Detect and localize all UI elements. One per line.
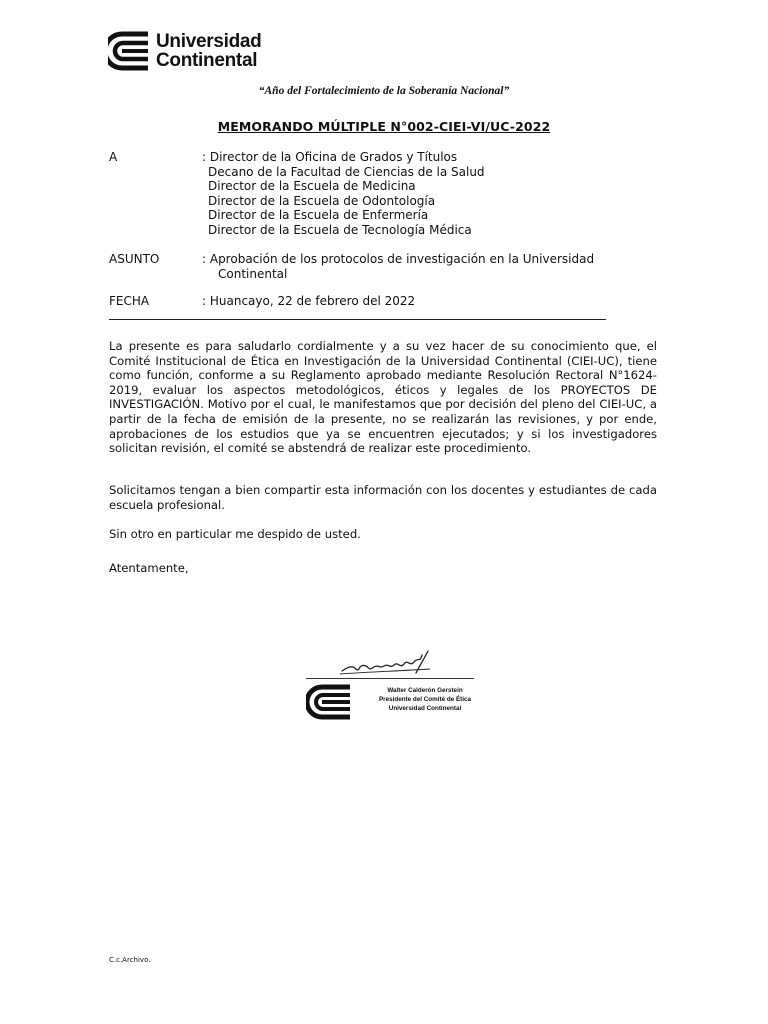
subject-line: : Aprobación de los protocolos de investigación en la Universidad [202,252,595,266]
signer-institution: Universidad Continental [388,705,462,712]
recipient: Director de la Escuela de Medicina [208,179,416,194]
signature-block [355,686,495,713]
memo-title: MEMORANDO MÚLTIPLE N°002-CIEI-VI/UC-2022 [217,119,551,134]
recipient: Decano de la Facultad de Ciencias de la Salud [208,164,485,179]
university-logo [108,30,261,72]
university-name [156,32,261,70]
logo-line-2: Continental [156,50,258,71]
field-subject-label: ASUNTO [109,252,160,266]
field-date-value [202,294,415,309]
field-to-label: A [109,150,118,164]
date-value: : Huancayo, 22 de febrero del 2022 [202,294,416,308]
signature-line [306,678,474,679]
recipient: Director de la Escuela de Odontología [208,193,436,208]
body-paragraph-2: Solicitamos tengan a bien compartir esta información con los docentes y estudiantes de cada escuela profesional. [109,483,657,512]
signer-name: Walter Calderón Gerstein [387,687,463,694]
continental-emblem-icon [306,684,352,720]
body-paragraph-3: Sin otro en particular me despido de usted. [109,527,361,541]
body-paragraph-1: La presente es para saludarlo cordialmente y a su vez hacer de su conocimiento que, el Comité Institucional de Ética en Investigación de la Universidad Continental (CIEI-UC), tiene como función, conforme a su Reglamento aprobado mediante Resolución Rectoral N°1624-2019, evaluar los aspectos metodológicos, éticos y legales de los PROYECTOS DE INVESTIGACIÓN. Motivo por el cual, le manifestamos que por decisión del pleno del CIEI-UC, a partir de la fecha de emisión de la presente, no se realizarán las revisiones, y por ende, aprobaciones de los estudios que ya se encuentren ejecutados; y si los investigadores solicitan revisión, el comité se abstendrá de realizar este procedimiento. [109,339,657,456]
year-motto: “Año del Fortalecimiento de la Soberanía Nacional” [258,85,510,97]
header-divider [109,319,606,320]
cc-note: C.c.Archivo. [109,956,151,964]
signer-role: Presidente del Comité de Ética [378,696,472,703]
logo-line-1: Universidad [156,31,262,52]
subject-line: Continental [218,266,288,281]
recipient: Director de la Escuela de Enfermería [208,208,429,223]
handwritten-signature-icon [338,647,434,679]
field-subject-value [202,252,594,281]
recipient: Director de la Escuela de Tecnología Médica [208,222,472,237]
field-date-label: FECHA [109,294,150,308]
continental-emblem-icon [108,31,150,71]
recipient: : Director de la Oficina de Grados y Títulos [202,150,458,164]
closing: Atentamente, [109,561,189,575]
field-to-value [202,150,485,238]
